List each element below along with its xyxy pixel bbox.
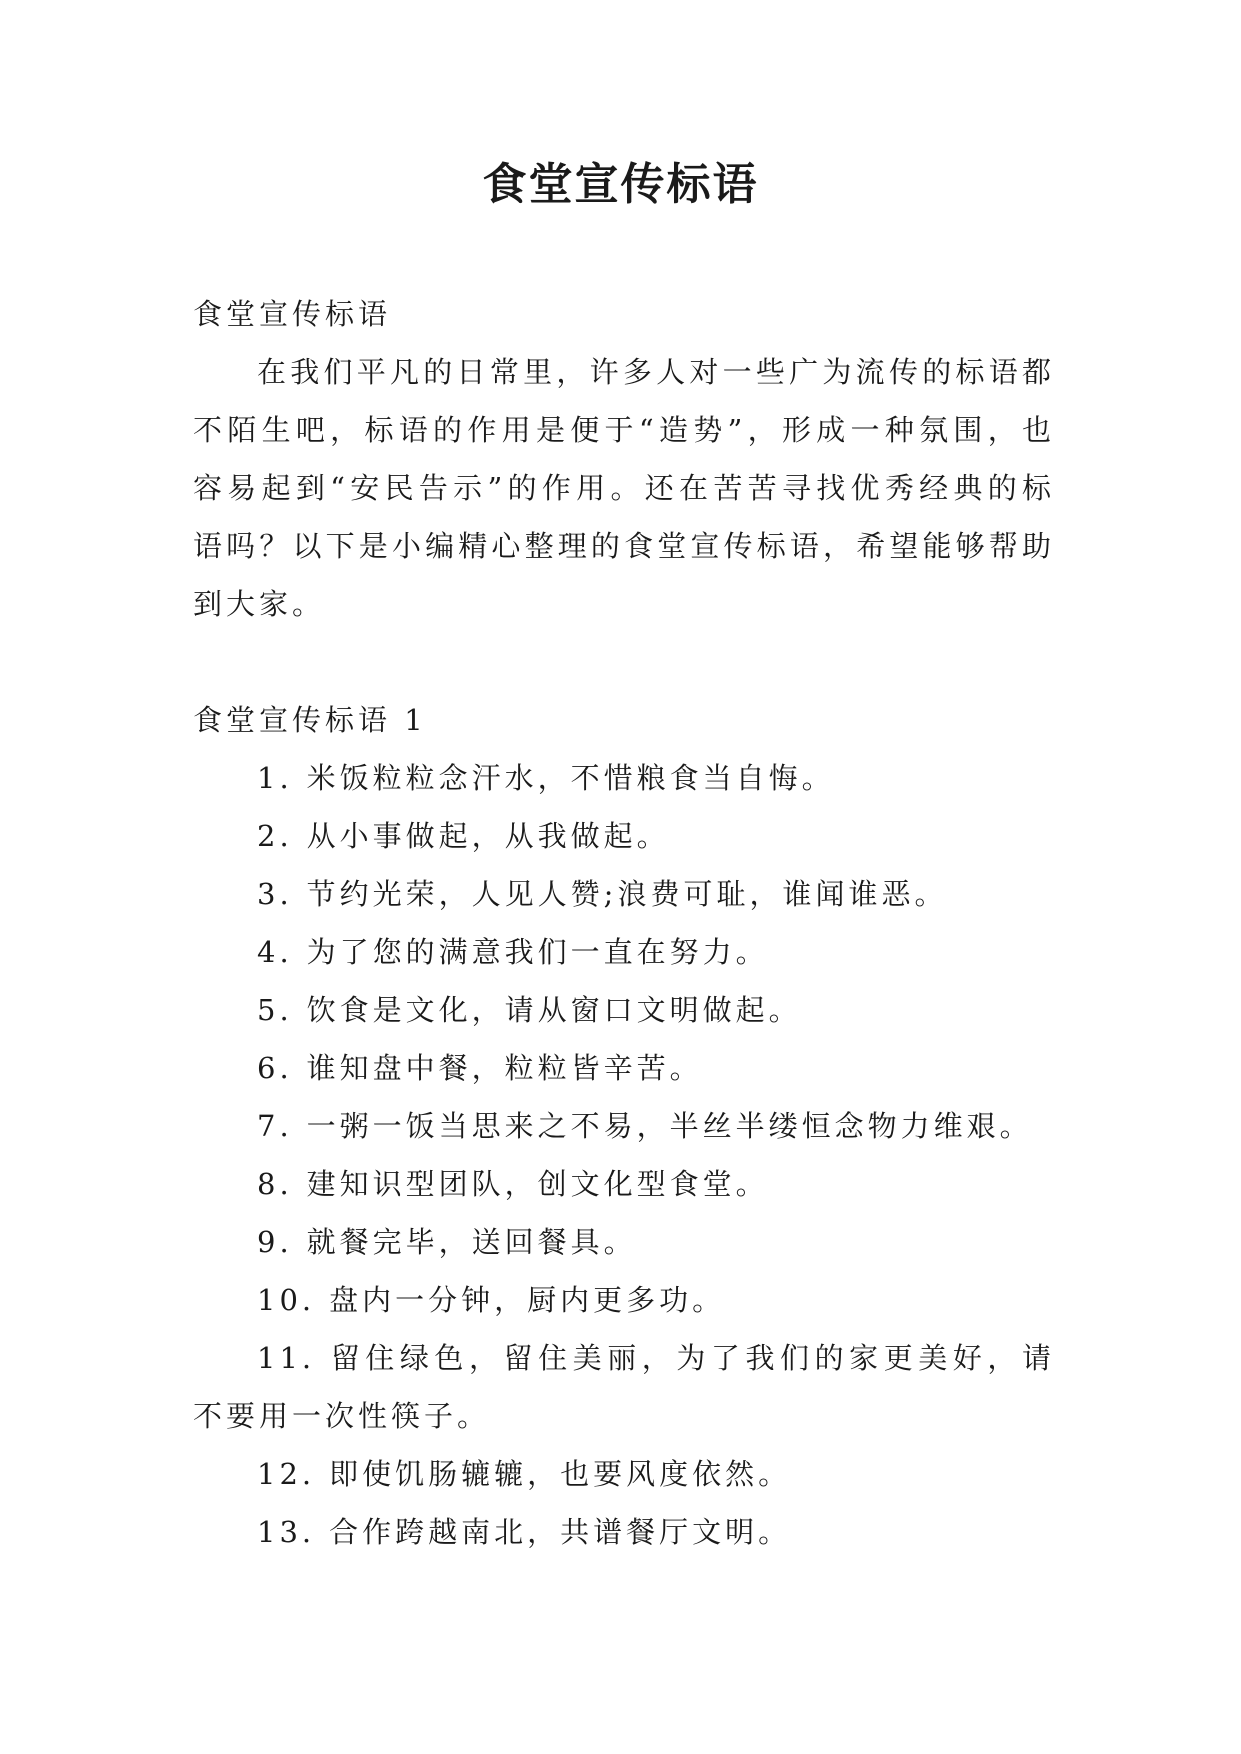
list-item — [193, 1213, 1055, 1271]
list-item-number: 9. — [257, 1225, 293, 1259]
list-item-number: 5. — [257, 993, 293, 1027]
list-item-text: 建知识型团队，创文化型食堂。 — [306, 1167, 769, 1201]
list-item — [193, 749, 1055, 807]
list-item-text: 就餐完毕，送回餐具。 — [306, 1225, 637, 1259]
list-item — [193, 1097, 1055, 1155]
list-item-number: 11. — [257, 1341, 316, 1375]
list-item-text: 即使饥肠辘辘，也要风度依然。 — [329, 1457, 792, 1491]
list-item-text: 从小事做起，从我做起。 — [306, 819, 670, 853]
list-item — [193, 1329, 1055, 1445]
list-item-number: 6. — [257, 1051, 293, 1085]
list-item-number: 13. — [257, 1515, 316, 1549]
section-heading: 食堂宣传标语 1 — [193, 703, 427, 737]
document-title: 食堂宣传标语 — [482, 159, 759, 210]
intro-paragraph: 在我们平凡的日常里，许多人对一些广为流传的标语都不陌生吧，标语的作用是便于“造势”，形成一种氛围，也容易起到“安民告示”的作用。还在苦苦寻找优秀经典的标语吗？以下是小编精心整理的食堂宣传标语，希望能够帮助到大家。 — [193, 355, 1055, 621]
list-item — [193, 1445, 1055, 1503]
list-item — [193, 865, 1055, 923]
list-item — [193, 1503, 1055, 1561]
list-item-number: 7. — [257, 1109, 293, 1143]
list-item-text: 留住绿色，留住美丽，为了我们的家更美好，请不要用一次性筷子。 — [193, 1341, 1055, 1433]
list-item — [193, 1271, 1055, 1329]
list-item-number: 1. — [257, 761, 293, 795]
list-item-number: 3. — [257, 877, 293, 911]
list-item — [193, 1155, 1055, 1213]
list-item-number: 8. — [257, 1167, 293, 1201]
list-item-number: 4. — [257, 935, 293, 969]
list-item-text: 谁知盘中餐，粒粒皆辛苦。 — [306, 1051, 703, 1085]
list-item — [193, 807, 1055, 865]
list-item-text: 盘内一分钟，厨内更多功。 — [329, 1283, 726, 1317]
paragraph-gap — [193, 633, 1055, 691]
list-item-text: 米饭粒粒念汗水，不惜粮食当自悔。 — [306, 761, 835, 795]
list-item-text: 一粥一饭当思来之不易，半丝半缕恒念物力维艰。 — [306, 1109, 1033, 1143]
document-body — [193, 285, 1055, 1561]
subtitle: 食堂宣传标语 — [193, 297, 392, 331]
list-item-text: 合作跨越南北，共谱餐厅文明。 — [329, 1515, 792, 1549]
list-item-text: 节约光荣，人见人赞;浪费可耻，谁闻谁恶。 — [306, 877, 948, 911]
list-item-number: 2. — [257, 819, 293, 853]
list-item-text: 为了您的满意我们一直在努力。 — [306, 935, 769, 969]
list-item-number: 10. — [257, 1283, 316, 1317]
list-item-text: 饮食是文化，请从窗口文明做起。 — [306, 993, 802, 1027]
list-item — [193, 1039, 1055, 1097]
list-item — [193, 923, 1055, 981]
list-item — [193, 981, 1055, 1039]
list-item-number: 12. — [257, 1457, 316, 1491]
